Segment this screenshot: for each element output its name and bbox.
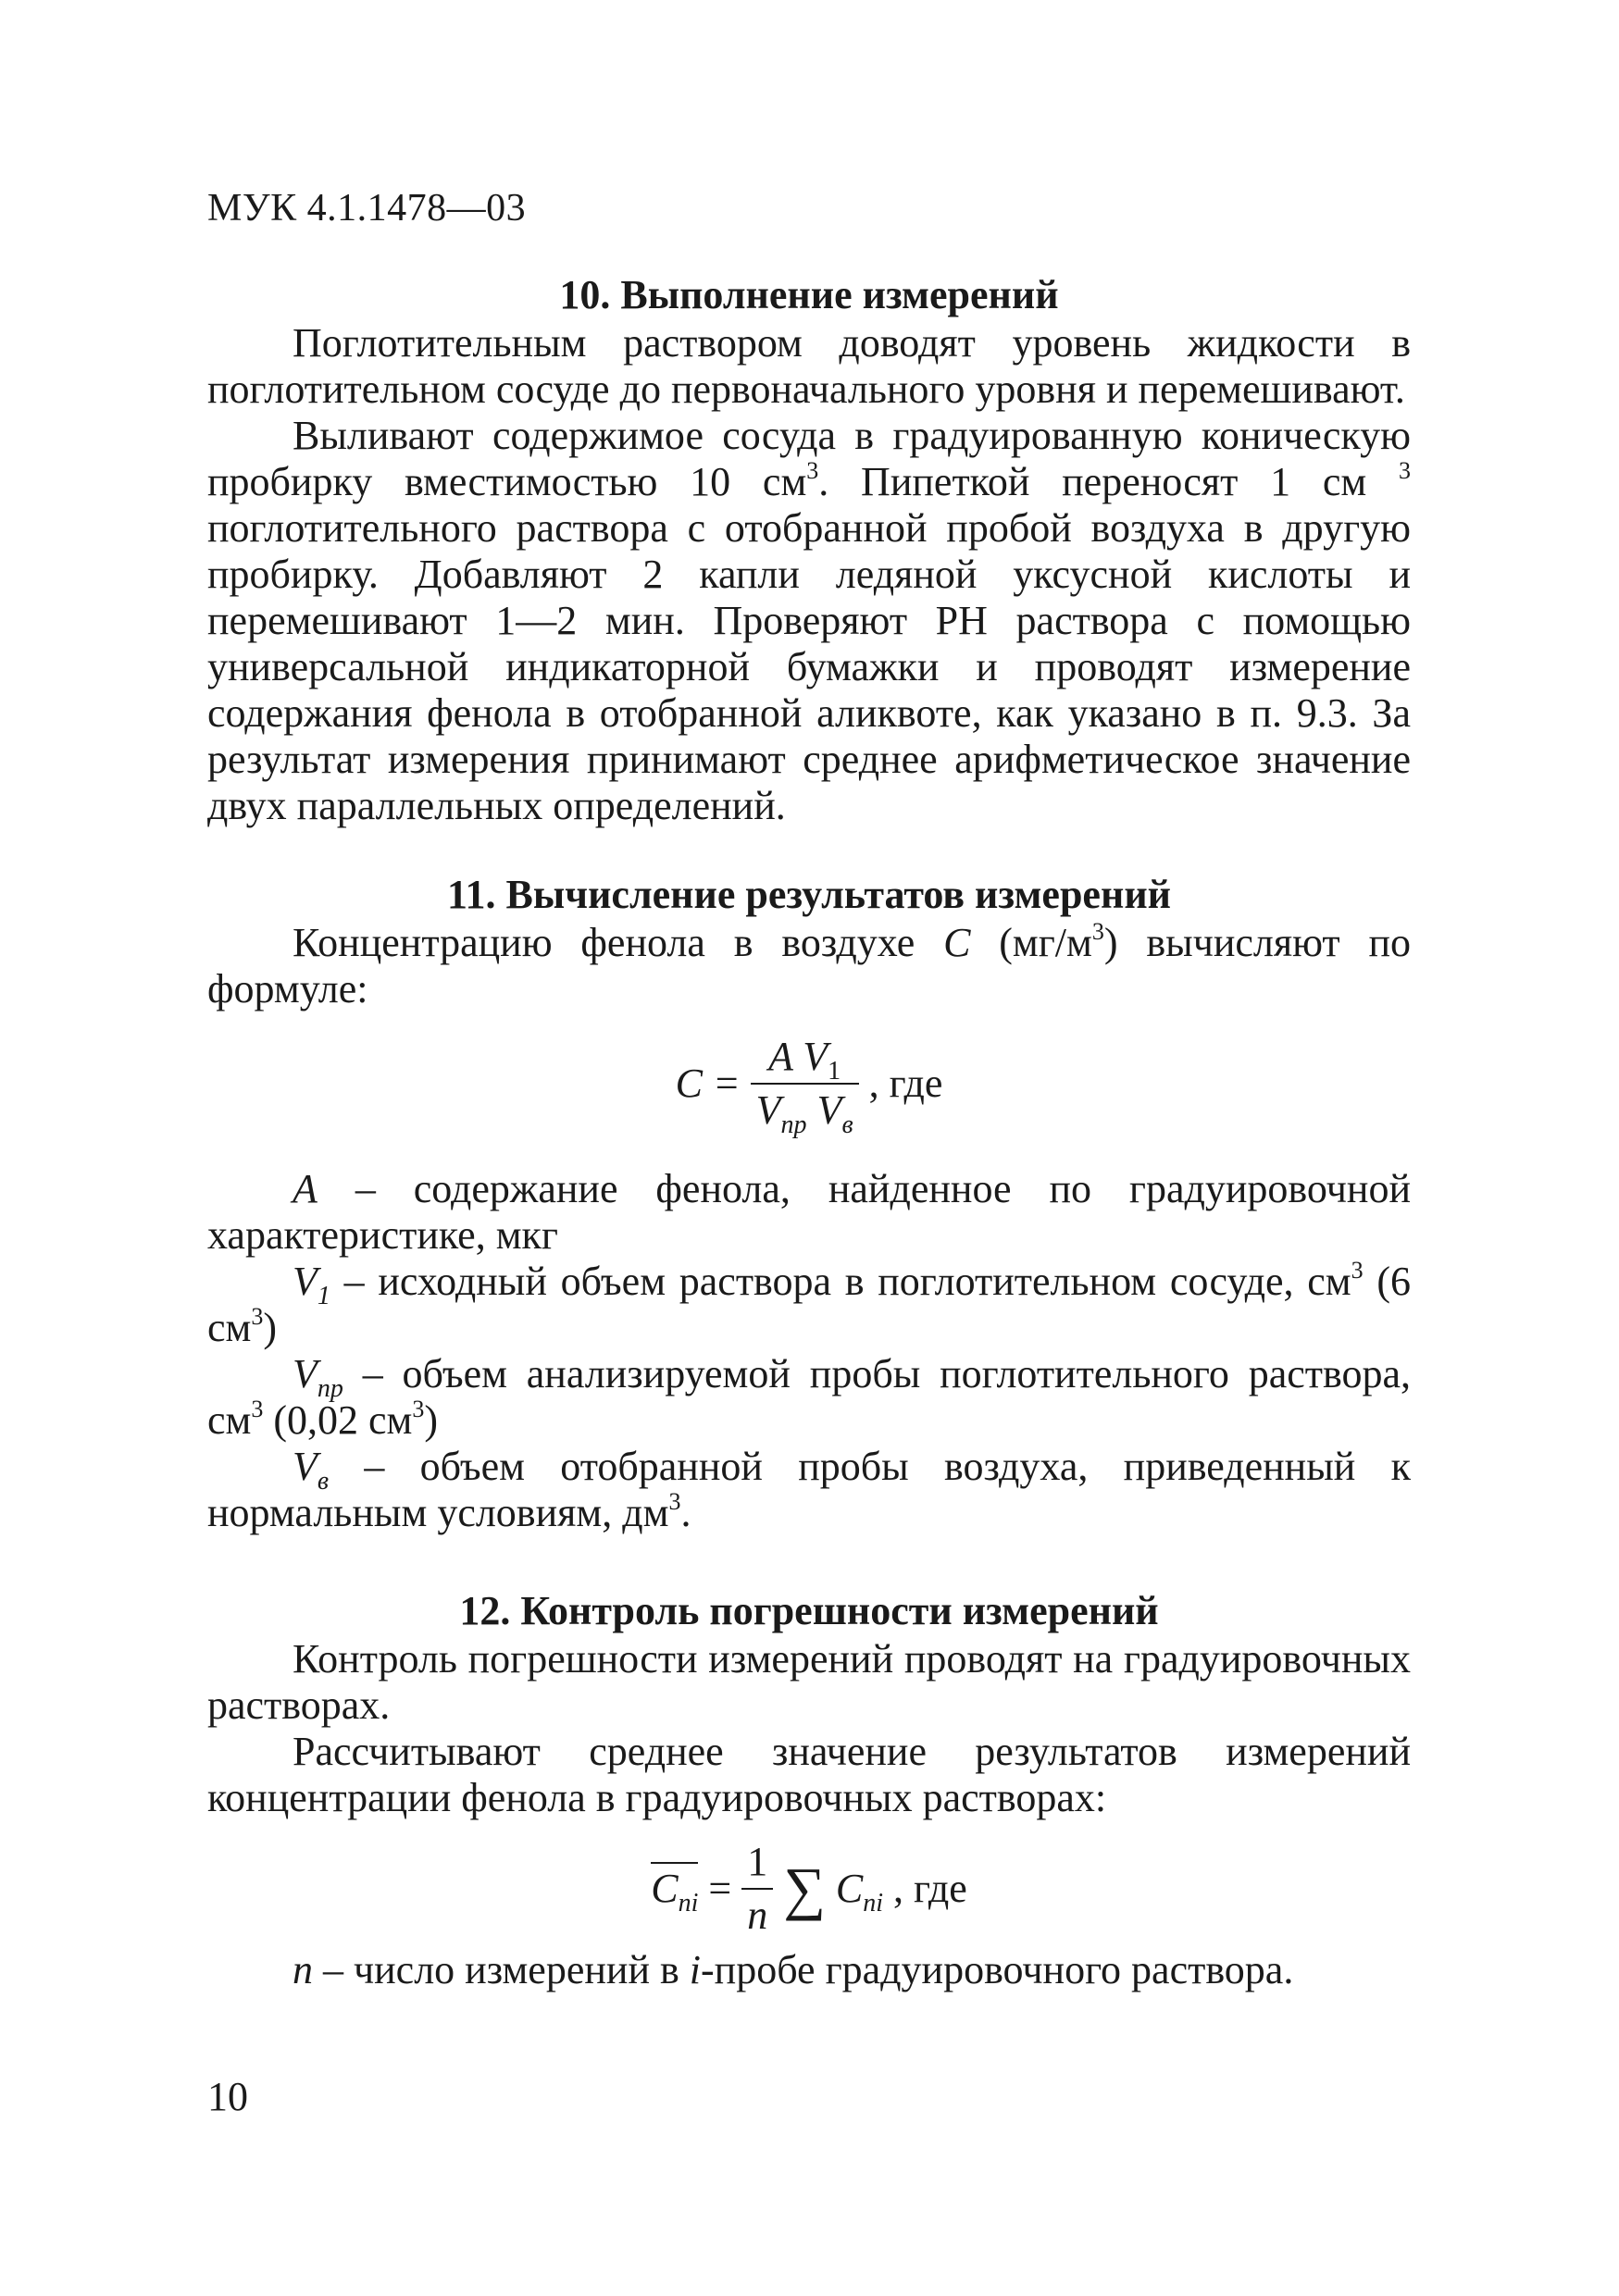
section-12-paragraph-1: Контроль погрешности измерений проводят на градуировочных растворах. <box>207 1636 1411 1728</box>
def-vpr-paren-sup: 3 <box>412 1396 425 1422</box>
def-v1-sup: 3 <box>1351 1257 1364 1284</box>
definition-vv <box>207 1444 1411 1536</box>
def-vpr-sub: пр <box>317 1374 343 1403</box>
formula-fraction <box>751 1031 859 1139</box>
numerator-text: A V <box>768 1034 828 1079</box>
mean-lhs-sub: ni <box>678 1889 699 1917</box>
def-vv-var: V <box>293 1444 318 1489</box>
def-vv-sub: в <box>317 1467 330 1496</box>
p1-text-c: ) вычисляют по формуле: <box>207 920 1411 1011</box>
p2-sup-2: 3 <box>1399 457 1411 484</box>
document-id-header: МУК 4.1.1478—03 <box>207 187 527 230</box>
def-v1-text: – исходный объем раствора в поглотительном сосуде, см <box>330 1259 1351 1304</box>
def-n-text-b: -пробе градуировочного раствора. <box>701 1947 1294 1992</box>
def-vpr-text: – объем анализируемой пробы поглотительного раствора, см <box>207 1351 1411 1443</box>
formula-lhs: C = <box>675 1061 741 1106</box>
section-10 <box>207 270 1411 829</box>
p2-text-c: поглотительного раствора с отобранной пробой воздуха в другую пробирку. Добавляют 2 капли ледяной уксусной кислоты и перемешивают 1—2 мин. Проверяют PH раствора с помощью универсальной индикаторной бумажки и проводят измерение содержания фенола в отобранной аликвоте, как указано в п. 9.3. За результат измерения принимают среднее арифметическое значение двух параллельных определений. <box>207 505 1411 828</box>
p2-sup-1: 3 <box>806 457 819 484</box>
concentration-variable: C <box>943 920 971 965</box>
section-12 <box>207 1586 1411 1993</box>
def-vv-end: . <box>680 1490 691 1535</box>
def-vv-text: – объем отобранной пробы воздуха, приведенный к нормальным условиям, дм <box>207 1444 1411 1535</box>
def-a-var: A <box>293 1166 318 1211</box>
definition-v1 <box>207 1259 1411 1351</box>
section-11-title: 11. Вычисление результатов измерений <box>446 872 1172 917</box>
def-vpr-paren-b: ) <box>424 1397 439 1443</box>
denominator-sub-pr: пр <box>780 1111 807 1139</box>
definition-vpr <box>207 1351 1411 1444</box>
sum-symbol: ∑ <box>783 1855 826 1921</box>
section-11-paragraph-1 <box>207 920 1411 1012</box>
formula-numerator <box>751 1031 859 1085</box>
def-n-text-a: – число измерений в <box>313 1947 690 1992</box>
denominator-v2: V <box>806 1087 842 1133</box>
mean-rhs-var: C <box>835 1866 864 1911</box>
mean-rhs <box>835 1866 883 1917</box>
denominator-sub-v: в <box>841 1111 853 1139</box>
p2-text-b: . Пипеткой переносят 1 см <box>818 459 1399 504</box>
p2-text-a: Выливают содержимое сосуда в градуированную коническую пробирку вместимостью 10 см <box>207 413 1411 504</box>
def-v1-sub: 1 <box>317 1282 330 1310</box>
mean-lhs-var: C <box>651 1866 679 1911</box>
def-v1-paren-a: (6 см <box>207 1259 1412 1350</box>
def-v1-var: V <box>293 1259 318 1304</box>
formula-denominator <box>751 1085 859 1139</box>
mean-tail: , где <box>892 1866 967 1911</box>
section-10-paragraph-1: Поглотительным раствором доводят уровень жидкости в поглотительном сосуде до первоначального уровня и перемешивают. <box>207 320 1411 412</box>
def-vv-sup: 3 <box>668 1488 681 1515</box>
mean-equals: = <box>708 1866 732 1911</box>
mean-frac-den: n <box>747 1893 768 1938</box>
section-12-paragraph-2: Рассчитывают среднее значение результатов измерений концентрации фенола в градуировочных растворах: <box>207 1729 1411 1820</box>
concentration-formula <box>207 1031 1411 1142</box>
denominator-v: V <box>755 1087 781 1133</box>
def-vpr-paren-a: (0,02 см <box>263 1397 413 1443</box>
section-11 <box>207 870 1411 1536</box>
mean-formula <box>207 1836 1411 1938</box>
section-10-title: 10. Выполнение измерений <box>559 272 1059 317</box>
definition-a <box>207 1166 1411 1259</box>
p1-text-b: (мг/м <box>970 920 1092 965</box>
formula-tail: , где <box>868 1061 943 1106</box>
def-vpr-sup: 3 <box>251 1396 264 1422</box>
mean-fraction <box>741 1836 773 1942</box>
def-a-text: – содержание фенола, найденное по градуировочной характеристике, мкг <box>207 1166 1411 1258</box>
def-n-i: i <box>689 1947 702 1992</box>
p1-text-a: Концентрацию фенола в воздухе <box>293 920 944 965</box>
definition-n <box>207 1947 1411 1993</box>
def-n-var: n <box>293 1947 313 1992</box>
page-number: 10 <box>207 2074 248 2119</box>
p1-sup: 3 <box>1091 918 1104 945</box>
mean-lhs <box>651 1862 699 1917</box>
section-12-title: 12. Контроль погрешности измерений <box>459 1588 1159 1633</box>
def-vpr-var: V <box>293 1351 318 1396</box>
numerator-sub: 1 <box>828 1057 841 1086</box>
def-v1-paren-sup: 3 <box>251 1303 264 1330</box>
mean-rhs-sub: ni <box>863 1889 883 1917</box>
section-10-paragraph-2 <box>207 413 1411 829</box>
def-v1-paren-b: ) <box>263 1305 278 1350</box>
mean-frac-num: 1 <box>741 1836 773 1890</box>
